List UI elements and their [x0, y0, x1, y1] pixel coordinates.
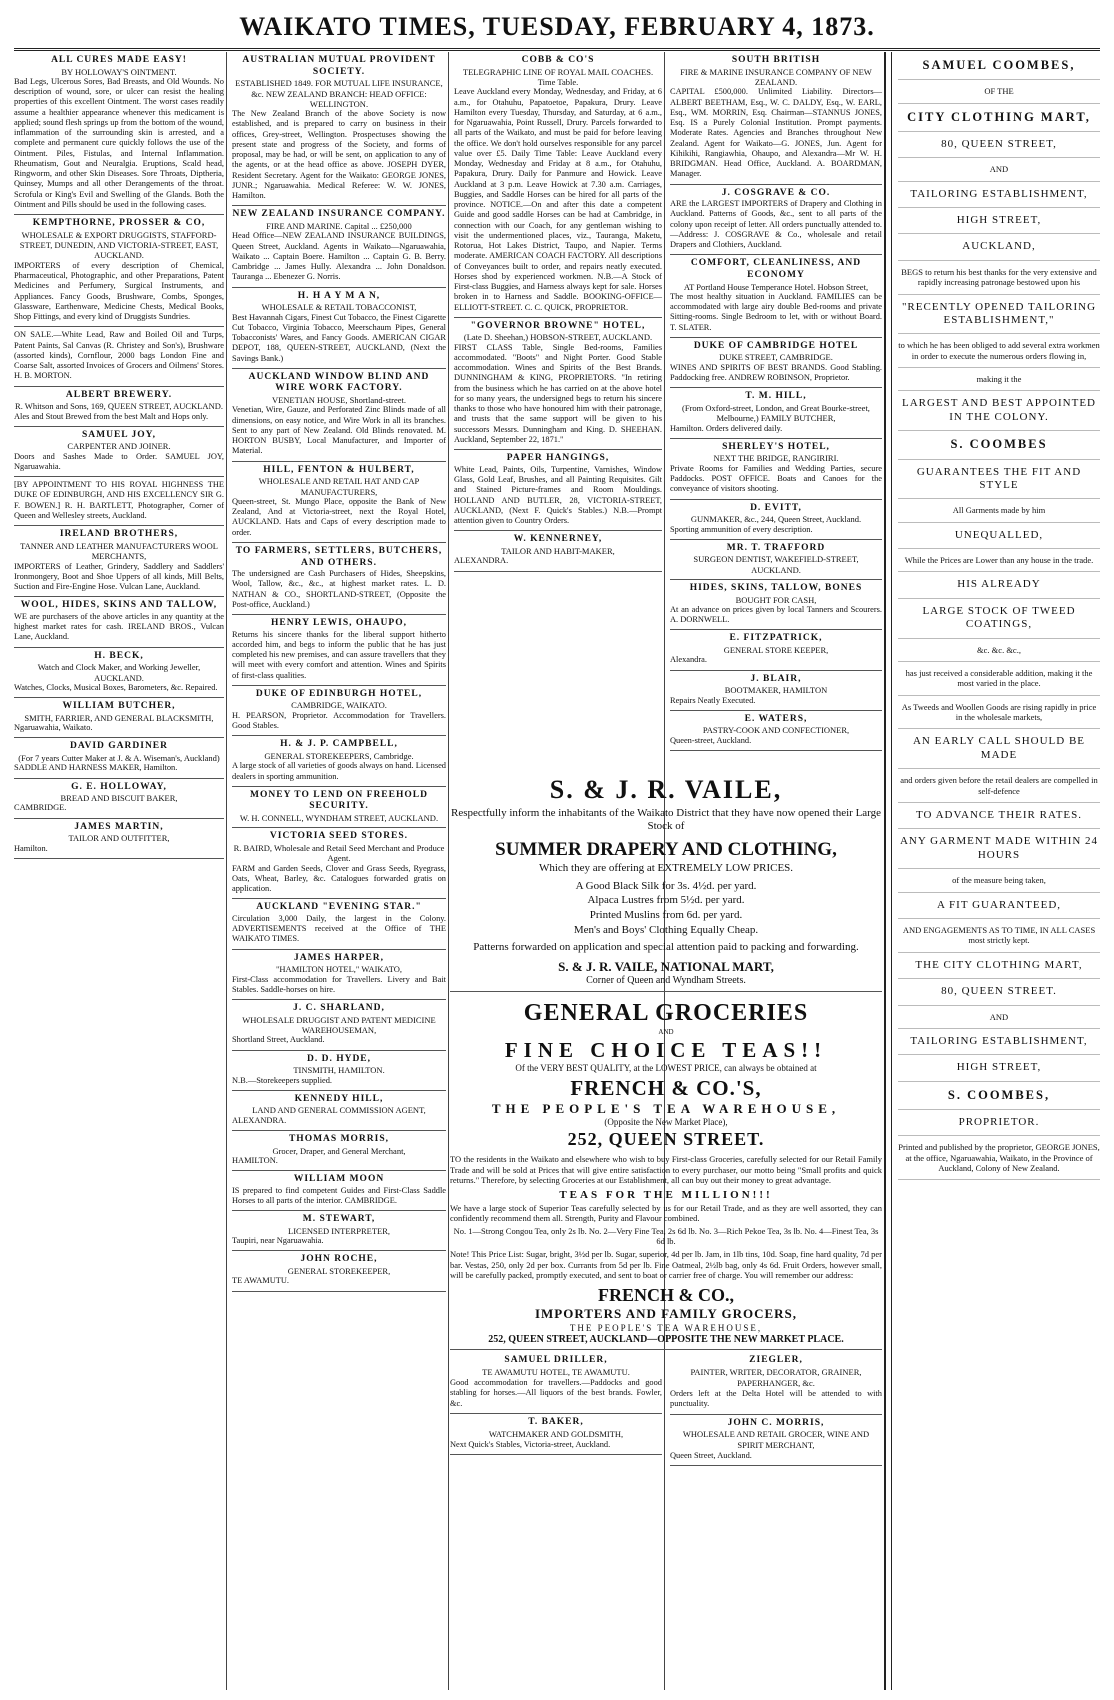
advert-body: TE AWAMUTU. — [232, 1276, 290, 1286]
advert-heading: DAVID GARDINER — [69, 741, 168, 752]
column-5-coombes — [898, 52, 1100, 1690]
advert-subheading: Watch and Clock Maker, and Working Jeweller, AUCKLAND. — [37, 662, 201, 683]
advert-heading: JOHN ROCHE, — [300, 1254, 378, 1265]
coombes-line: AN EARLY CALL SHOULD BE MADE — [898, 729, 1100, 769]
advertisement — [670, 439, 882, 500]
advertisement — [232, 1211, 446, 1251]
advert-heading: ALL CURES MADE EASY! — [51, 55, 187, 65]
coombes-line: THE CITY CLOTHING MART, — [898, 953, 1100, 979]
french-importers: IMPORTERS AND FAMILY GROCERS, — [534, 1306, 798, 1322]
advert-subheading: FIRE AND MARINE. Capital ... £250,000 — [266, 221, 412, 232]
advert-body: First-Class accommodation for Travellers. Livery and Bait Stables. Saddle-horses on hire. — [232, 974, 446, 994]
advert-subheading: WHOLESALE & RETAIL TOBACCONIST, — [261, 302, 417, 313]
advertisement — [14, 648, 224, 699]
advert-subheading: WHOLESALE DRUGGIST AND PATENT MEDICINE WAREHOUSEMAN, — [242, 1014, 436, 1036]
advert-body: Alexandra. — [670, 655, 707, 665]
coombes-line: OF THE — [898, 80, 1100, 103]
advert-heading: JAMES MARTIN, — [74, 821, 164, 832]
advert-subheading: R. BAIRD, Wholesale and Retail Seed Merchant and Produce Agent. — [233, 842, 445, 864]
vaile-intro: Respectfully inform the inhabitants of the Waikato District that they have now opened their Large Stock of — [450, 806, 882, 833]
advert-body: Ales and Stout Brewed from the best Malt and Hops only. — [14, 411, 209, 421]
coombes-line: As Tweeds and Woollen Goods are rising rapidly in price in the wholesale markets, — [898, 696, 1100, 730]
vaile-patterns: Patterns forwarded on application and special attention paid to packing and forwarding. — [473, 940, 859, 953]
coombes-line: All Garments made by him — [898, 499, 1100, 522]
advertisement — [14, 215, 224, 327]
advert-heading: NEW ZEALAND INSURANCE COMPANY. — [232, 209, 446, 220]
advert-heading: D. EVITT, — [750, 502, 802, 513]
coombes-line: AND — [898, 1006, 1100, 1029]
advert-subheading: CAMBRIDGE, WAIKATO. — [291, 700, 387, 711]
advert-body: CAPITAL £500,000. Unlimited Liability. Directors—ALBERT BEETHAM, Esq., W. C. DALDY, Esq., W. EARL, Esq., WM. MORRIN, Esq. Chairman—STANNUS JONES, Esq. IS a Purely Colonial Institution. Prompt payments. Moderate Rates. Agencies and Branches throughout New Zealand. Agent for Waikato—G. JONES, Jun. Agent for Kihikihi, Rangiawhia, Ohaupo, and Alexandra—Mr W. H. BRIDGMAN. Head Office, Auckland. A. BOARDMAN, Manager. — [670, 87, 882, 179]
advertisement — [14, 597, 224, 647]
advert-body: Queen-street, St. Mungo Place, opposite the Bank of New Zealand, And at Victoria-street, next the Royal Hotel, AUCKLAND. Hats and Caps of every description made to order. — [232, 496, 446, 537]
advert-subheading: GUNMAKER, &c., 244, Queen Street, Auckland. — [690, 514, 862, 525]
advert-body: Queen Street, Auckland. — [670, 1450, 752, 1460]
advert-body: Ngaruawahia, Waikato. — [14, 723, 93, 733]
advert-body: Hamilton. Orders delivered daily. — [670, 423, 783, 433]
advertisement — [14, 698, 224, 738]
advertisement — [670, 580, 882, 630]
advert-body: Returns his sincere thanks for the liberal support hitherto accorded him, and begs to inform the public that he has just completed his new premises, and can assure travellers that they will meet with every comfort and attention. Wines and Spirits of first-class qualities. — [232, 629, 446, 680]
advert-heading: AUSTRALIAN MUTUAL PROVIDENT SOCIETY. — [242, 55, 436, 77]
advertisement — [14, 526, 224, 597]
advertisement — [670, 1352, 882, 1414]
advertisement — [454, 318, 662, 450]
advert-subheading: SMITH, FARRIER, AND GENERAL BLACKSMITH, — [24, 712, 214, 723]
advert-body: Bad Legs, Ulcerous Sores, Bad Breasts, and Old Wounds. No description of wound, sore, or ulcer can resist the healing properties of this excellent Ointment. The worst cases readily assume a healthier appearance whenever this medicament is applied; sound flesh springs up from the bottom of the wound, inflammation of the surrounding skin is arrested, and a complete and permanent cure quickly follows the use of the Ointment. Piles, Fistulas, and Internal Inflammation. Rheumatism, Gout and Neuralgia. Eruptions, Scald head, Ringworm, and other Skin Diseases. Sore Throats, Diptheria, Quinsey, Mumps and all other Derangements of the throat. Scrofula or King's Evil and Swelling of the Glands. Both the Ointment and Pills should be used in the following cases. — [14, 76, 224, 209]
columns — [14, 52, 1100, 1690]
advert-subheading: (From Oxford-street, London, and Great Bourke-street, Melbourne,) FAMILY BUTCHER, — [682, 402, 870, 424]
advert-subheading: WHOLESALE AND RETAIL GROCER, WINE AND SPIRIT MERCHANT, — [682, 1429, 870, 1450]
advert-body: WE are purchasers of the above articles in any quantity at the highest market rates for cash. IRELAND BROS., Vulcan Lane, Auckland. — [14, 611, 224, 642]
advert-heading: SOUTH BRITISH — [731, 55, 821, 65]
advert-heading: PAPER HANGINGS, — [506, 453, 610, 464]
vaile-french-advert — [450, 774, 882, 1466]
coombes-line: "RECENTLY OPENED TAILORING ESTABLISHMENT," — [898, 295, 1100, 335]
advert-subheading: LAND AND GENERAL COMMISSION AGENT, — [252, 1105, 426, 1116]
advert-heading: J. COSGRAVE & CO. — [721, 187, 831, 198]
advert-body: IMPORTERS of Leather, Grindery, Saddlery and Saddlers' Ironmongery, Boot and Shoe Uppers of all kinds, Mill Belts, Suction and Fire-Engine Hose. Vulcan Lane, Auckland. — [14, 561, 224, 592]
advertisement — [454, 531, 662, 571]
advert-heading: H. H A Y M A N, — [297, 290, 381, 301]
advert-body: CAMBRIDGE. — [14, 803, 67, 813]
advert-heading: WILLIAM MOON — [293, 1174, 385, 1185]
advert-body: The most healthy situation in Auckland. FAMILIES can be accommodated with large airy double Bed-rooms and private Sitting-rooms. Single Bedroom to let, with or without Board. T. SLATER. — [670, 291, 882, 332]
advert-heading: "GOVERNOR BROWNE" HOTEL, — [470, 320, 646, 331]
bottom-right-adverts — [670, 1352, 882, 1466]
coombes-line: TO ADVANCE THEIR RATES. — [898, 803, 1100, 829]
french-price-note: Note! This Price List: Sugar, bright, 3½d per lb. Sugar, superior, 4d per lb. Jam, in 1lb tins, 10d. Soap, fine hard quality, 7d per bar. Vestas, 250, only 2d per box. Currants from 5d per lb. Fine Oatmeal, 2½lb bag, only 4s 6d. Fruit Orders, however small, will be carefully packed, promptly executed, and sent to boat or carrier free of charge. You will remember our address: — [450, 1249, 882, 1281]
masthead: WAIKATO TIMES, TUESDAY, FEBRUARY 4, 1873. — [14, 10, 1100, 51]
column-3 — [454, 52, 662, 690]
advert-heading: MONEY TO LEND ON FREEHOLD SECURITY. — [250, 789, 428, 812]
column-1 — [14, 52, 224, 1690]
advert-body: Circulation 3,000 Daily, the largest in the Colony. ADVERTISEMENTS received at the Office of THE WAIKATO TIMES. — [232, 913, 446, 944]
advertisement — [232, 1251, 446, 1291]
column-rule — [226, 52, 227, 1690]
advert-body: Queen-street, Auckland. — [670, 735, 752, 745]
coombes-line: SAMUEL COOMBES, — [898, 52, 1100, 80]
advert-heading: HIDES, SKINS, TALLOW, BONES — [689, 583, 863, 594]
coombes-line: While the Prices are Lower than any house in the trade. — [898, 549, 1100, 572]
vaile-headline: SUMMER DRAPERY AND CLOTHING, — [495, 839, 837, 860]
advertisement — [670, 630, 882, 670]
advert-body: Repairs Neatly Executed. — [670, 695, 756, 705]
advert-subheading: PASTRY-COOK AND CONFECTIONER, — [702, 725, 850, 736]
advert-subheading: WHOLESALE & EXPORT DRUGGISTS, STAFFORD-STREET, DUNEDIN, AND VICTORIA-STREET, EAST, AUCKLAND. — [19, 229, 219, 261]
advertisement — [14, 738, 224, 778]
french-title: GENERAL GROCERIES — [523, 1000, 809, 1027]
coombes-line: BEGS to return his best thanks for the very extensive and rapidly increasing patronage bestowed upon his — [898, 261, 1100, 295]
coombes-line: AND ENGAGEMENTS AS TO TIME, IN ALL CASES most strictly kept. — [898, 919, 1100, 953]
advert-body: Taupiri, near Ngaruawahia. — [232, 1236, 324, 1246]
advert-body: A large stock of all varieties of goods always on hand. Licensed dealers in sporting ammunition. — [232, 761, 446, 781]
advert-body: Good accommodation for travellers.—Paddocks and good stabling for horses.—All liquors of the best brands. Fowler, &c. — [450, 1377, 662, 1408]
advert-subheading: WATCHMAKER AND GOLDSMITH, — [488, 1429, 624, 1440]
advertisement — [670, 1415, 882, 1467]
vaile-terms: Which they are offering at EXTREMELY LOW PRICES. — [538, 861, 794, 874]
advertisement — [450, 1352, 662, 1414]
advertisement — [670, 671, 882, 711]
advert-body: At an advance on prices given by local Tanners and Scourers. A. DORNWELL. — [670, 604, 882, 625]
coombes-line: GUARANTEES THE FIT AND STYLE — [898, 460, 1100, 500]
french-sub: Of the VERY BEST QUALITY, at the LOWEST PRICE, can always be obtained at — [515, 1063, 817, 1074]
advert-subheading: GENERAL STOREKEEPER, — [287, 1266, 391, 1277]
advert-heading: TO FARMERS, SETTLERS, BUTCHERS, AND OTHERS. — [235, 545, 443, 568]
advert-heading: WILLIAM BUTCHER, — [62, 701, 176, 712]
advert-subheading: AT Portland House Temperance Hotel. Hobson Street, — [683, 281, 869, 292]
advert-body: [BY APPOINTMENT TO HIS ROYAL HIGHNESS THE DUKE OF EDINBURGH, AND HIS EXCELLENCY SIR G. F. BOWEN.] R. H. BARTLETT, Photographer, Corner of Queen and Wellesley streets, Auckland. — [14, 480, 224, 520]
advert-heading: J. BLAIR, — [750, 673, 802, 684]
advert-body: The New Zealand Branch of the above Society is now established, and is prepared to carry on business in their offices, Grey-street, Wellington. Prospectuses showing the present state and progress of the Society, and forms of proposal, may be had, or will be sent, on application to any of the agents, or at the head office as above. JOSEPH DYER, Resident Secretary. Agent for the Waikato: GEORGE JONES, JUNR.; Ngaruawahia. Medical Referee: W. W. JONES, Hamilton. — [232, 109, 446, 201]
coombes-line: AUCKLAND, — [898, 234, 1100, 260]
advert-subheading: NEXT THE BRIDGE, RANGIRIRI. — [713, 453, 839, 464]
advertisement — [14, 779, 224, 819]
advertisement — [232, 686, 446, 736]
advert-heading: COBB & CO'S — [521, 55, 595, 65]
advertisement — [232, 1000, 446, 1051]
advert-heading: W. KENNERNEY, — [513, 534, 603, 545]
advert-body: Head Office—NEW ZEALAND INSURANCE BUILDINGS, Queen Street, Auckland. Agents in Waikato—Ngaruawahia, Waikato ... Captain Boere. Hamilton ... Captain G. B. Berry. Cambridge ... James Hully. Alexandra ... John Donaldson. Tauranga ... Ebenezer G. Norris. — [232, 231, 446, 282]
advertisement — [232, 288, 446, 369]
advert-body: Private Rooms for Families and Wedding Parties, secure Paddocks. POST OFFICE. Boats and Canoes for the conveyance of visitors shooting. — [670, 463, 882, 494]
advert-heading: H. & J. P. CAMPBELL, — [280, 739, 398, 750]
french-num: 252, QUEEN STREET. — [567, 1129, 765, 1150]
advert-heading: SAMUEL DRILLER, — [504, 1355, 608, 1366]
vaile-line: A Good Black Silk for 3s. 4½d. per yard. — [575, 879, 757, 892]
advertisement — [14, 819, 224, 859]
vaile-line: Printed Muslins from 6d. per yard. — [589, 909, 743, 922]
advert-heading: VICTORIA SEED STORES. — [269, 831, 409, 842]
french-teas: FINE CHOICE TEAS!! — [504, 1038, 828, 1063]
column-rule — [884, 52, 886, 1690]
advert-heading: IRELAND BROTHERS, — [59, 529, 179, 540]
advert-heading: SHERLEY'S HOTEL, — [722, 441, 830, 452]
advert-heading: COMFORT, CLEANLINESS, AND ECONOMY — [690, 258, 862, 280]
coombes-line: Printed and published by the proprietor, GEORGE JONES, at the office, Ngaruawahia, Waikato, in the Province of Auckland, Colony of New Zealand. — [898, 1136, 1100, 1180]
advert-body: FIRST CLASS Table, Single Bed-rooms, Families accommodated. "Boots" and Night Porter. Good Stable accommodation. Wines and Spirits of the Best Brands. DUNNINGHAM & KING, PROPRIETORS. "In retiring from the business which he has carried on at the above hotel for so many years, the undersigned begs to return his sincere thanks to those who have honoured him with their patronage, and trusts that the same support will be given to his successors Messrs. Dunningham and King. D. SHEEHAN. Auckland, September 22, 1871." — [454, 342, 662, 444]
advert-body: Venetian, Wire, Gauze, and Perforated Zinc Blinds made of all dimensions, on easy notice, and Wire Work in all its branches. Sent to any part of New Zealand. Old Blinds renovated. M. HORTON BUSBY, Local Manufacturer, and Importer of Material. — [232, 405, 446, 456]
advert-heading: J. C. SHARLAND, — [293, 1003, 385, 1014]
advert-subheading: CARPENTER AND JOINER. — [67, 441, 171, 452]
vaile-mart: S. & J. R. VAILE, NATIONAL MART, — [558, 958, 774, 974]
coombes-line: TAILORING ESTABLISHMENT, — [898, 1029, 1100, 1055]
advertisement — [670, 388, 882, 439]
coombes-line: AND — [898, 158, 1100, 181]
coombes-line: to which he has been obliged to add several extra workmen in order to execute the numerous orders flowing in, — [898, 334, 1100, 368]
advert-subheading: TINSMITH, HAMILTON. — [293, 1065, 385, 1076]
advertisement — [232, 899, 446, 949]
french-co: FRENCH & CO., — [598, 1284, 734, 1305]
advert-body: Doors and Sashes Made to Order. SAMUEL JOY, Ngaruawahia. — [14, 451, 224, 471]
advert-heading: E. FITZPATRICK, — [729, 633, 823, 644]
french-tea-list: No. 1—Strong Congou Tea, only 2s lb. No. 2—Very Fine Tea, 2s 6d lb. No. 3—Rich Pekoe Tea, 3s lb. No. 4—Finest Tea, 3s 6d lb. — [453, 1225, 879, 1247]
coombes-line: TAILORING ESTABLISHMENT, — [898, 182, 1100, 208]
advert-heading: T. BAKER, — [528, 1417, 584, 1428]
advert-heading: E. WATERS, — [744, 713, 808, 724]
advert-body: Hamilton. — [14, 843, 48, 853]
advert-heading: THOMAS MORRIS, — [288, 1134, 390, 1145]
french-body: TO the residents in the Waikato and elsewhere who wish to buy First-class Groceries, carefully selected for our Retail Family Trade and will be sold at Prices that will give entire satisfaction to every purchaser, our motto being "Small profits and quick returns." Therefore, by selecting Groceries at our Establishment, all can buy out their money to great advantage. — [450, 1153, 882, 1186]
advertisement — [232, 206, 446, 287]
advert-heading: KENNEDY HILL, — [294, 1093, 384, 1104]
advertisement — [232, 1051, 446, 1091]
advert-heading: H. BECK, — [94, 650, 144, 661]
advert-body: White Lead, Paints, Oils, Turpentine, Varnishes, Window Glass, Gold Leaf, Brushes, and all Painting Requisites. Gilt and Stained Picture-frames and Room Mouldings. HOLLAND AND BUTLER, 28, VICTORIA-STREET, AUCKLAND, (Next F. Quick's Stables.) N.B.—Prompt attention given to Country Orders. — [454, 464, 662, 526]
advertisement — [232, 543, 446, 615]
advert-body: Orders left at the Delta Hotel will be attended to with punctuality. — [670, 1388, 882, 1408]
advertisement — [232, 828, 446, 899]
advert-body: HAMILTON. — [232, 1155, 278, 1165]
advert-subheading: (For 7 years Cutter Maker at J. & A. Wiseman's, Auckland) — [18, 752, 220, 763]
advert-body: Sporting ammunition of every description. — [670, 524, 813, 534]
advertisement — [232, 369, 446, 462]
advert-subheading: WHOLESALE AND RETAIL HAT AND CAP MANUFACTURERS, — [258, 476, 420, 497]
advert-subheading: (Late D. Sheehan,) HOBSON-STREET, AUCKLAND. — [463, 332, 653, 343]
advertisement — [670, 500, 882, 540]
advert-body: ON SALE.—White Lead, Raw and Boiled Oil and Turps, Patent Paints, Sal Canvas (R. Christey and Son's), Brushware (assorted kinds), Cornflour, 2000 bags London Fine and Coarse Salt, assorted Invoices of Grocers and Oilmens' Stores. H. B. MORTON. — [14, 330, 224, 381]
advertisement — [454, 450, 662, 531]
advert-subheading: TAILOR AND HABIT-MAKER, — [501, 545, 615, 556]
coombes-line: LARGE STOCK OF TWEED COATINGS, — [898, 599, 1100, 639]
advert-subheading: GENERAL STORE KEEPER, — [723, 645, 829, 656]
advert-heading: D. D. HYDE, — [306, 1053, 372, 1064]
vaile-line: Alpaca Lustres from 5½d. per yard. — [587, 894, 745, 907]
advert-heading: SAMUEL JOY, — [82, 429, 156, 440]
french-warehouse: THE PEOPLE'S TEA WAREHOUSE, — [491, 1100, 841, 1116]
coombes-line: UNEQUALLED, — [898, 523, 1100, 549]
advert-heading: ZIEGLER, — [749, 1355, 803, 1366]
coombes-line: S. COOMBES — [898, 431, 1100, 459]
advert-heading: WOOL, HIDES, SKINS AND TALLOW, — [20, 600, 218, 611]
advertisement — [232, 736, 446, 786]
coombes-line: PROPRIETOR. — [898, 1110, 1100, 1136]
advertisement — [670, 185, 882, 256]
advert-body: ALEXANDRA. — [232, 1115, 287, 1125]
advertisement — [14, 387, 224, 427]
advert-body: IMPORTERS of every description of Chemical, Pharmaceutical, Photographic, and other Preparations, Patent Medicines and Perfumery, Surgical Instruments, and Appliances. Fancy Goods, Brushware, Combs, Sponges, Glassware, Earthenware, Medicine Chests, Medical Books, Shop Fittings, and every kind of Druggists Sundries. — [14, 260, 224, 322]
french-million: TEAS FOR THE MILLION!!! — [559, 1188, 773, 1201]
advert-body: IS prepared to find competent Guides and First-Class Saddle Horses to all parts of the interior. CAMBRIDGE. — [232, 1185, 446, 1206]
advert-heading: JAMES HARPER, — [293, 952, 385, 963]
advert-subheading: DUKE STREET, CAMBRIDGE. — [719, 352, 833, 363]
advert-heading: AUCKLAND WINDOW BLIND AND WIRE WORK FACTORY. — [248, 371, 430, 394]
advert-body: Watches, Clocks, Musical Boxes, Barometers, &c. Repaired. — [14, 682, 218, 692]
advert-body: Next Quick's Stables, Victoria-street, Auckland. — [450, 1439, 611, 1449]
coombes-line: S. COOMBES, — [898, 1082, 1100, 1110]
advert-body: SADDLE AND HARNESS MAKER, Hamilton. — [14, 763, 178, 773]
advert-body: FARM and Garden Seeds, Clover and Grass Seeds, Ryegrass, Oats, Wheat, Barley, &c. Catalogues forwarded gratis on application. — [232, 863, 446, 894]
advertisement — [232, 52, 446, 206]
advert-subheading: BOOTMAKER, HAMILTON — [724, 685, 828, 696]
advert-body: Shortland Street, Auckland. — [232, 1035, 325, 1045]
advert-heading: MR. T. TRAFFORD — [726, 542, 826, 553]
french-opp: (Opposite the New Market Place), — [604, 1117, 728, 1128]
advertisement — [14, 52, 224, 215]
advert-body: Best Havannah Cigars, Finest Cut Tobacco, the Finest Cigarette Cut Tobacco, Virginia Tobacco, Meerschaum Pipes, General Tobacconists' Wares, and Fancy Goods. AMERICAN CIGAR DEPOT, 188, QUEEN-STREET, AUCKLAND, (Next the Savings Bank.) — [232, 312, 446, 363]
advertisement — [232, 787, 446, 829]
advert-heading: ALBERT BREWERY. — [65, 389, 173, 400]
advert-subheading: PAINTER, WRITER, DECORATOR, GRAINER, PAPERHANGER, &c. — [690, 1367, 862, 1388]
advert-body: WINES AND SPIRITS OF BEST BRANDS. Good Stabling. Paddocking free. ANDREW ROBINSON, Proprietor. — [670, 362, 882, 383]
advert-subheading: SURGEON DENTIST, WAKEFIELD-STREET, AUCKLAND. — [693, 554, 859, 575]
vaile-title: S. & J. R. VAILE, — [549, 775, 783, 804]
advert-heading: T. M. HILL, — [745, 391, 807, 402]
advertisement — [232, 950, 446, 1000]
coombes-line: HIGH STREET, — [898, 208, 1100, 234]
advert-subheading: FIRE & MARINE INSURANCE COMPANY OF NEW ZEALAND. — [680, 66, 872, 87]
coombes-line: A FIT GUARANTEED, — [898, 893, 1100, 919]
advert-subheading: W. H. CONNELL, WYNDHAM STREET, AUCKLAND. — [239, 812, 439, 823]
advert-heading: JOHN C. MORRIS, — [727, 1417, 825, 1428]
coombes-line: and orders given before the retail dealers are compelled in self-defence — [898, 769, 1100, 803]
advert-subheading: TANNER AND LEATHER MANUFACTURERS WOOL MERCHANTS, — [20, 540, 218, 562]
advert-heading: DUKE OF CAMBRIDGE HOTEL — [693, 340, 859, 351]
advertisement — [670, 52, 882, 185]
advert-subheading: BOUGHT FOR CASH, — [735, 594, 817, 605]
advert-heading: HILL, FENTON & HULBERT, — [263, 464, 415, 475]
advertisement — [670, 255, 882, 338]
french-and: AND — [658, 1028, 674, 1037]
advert-heading: KEMPTHORNE, PROSSER & CO, — [32, 218, 206, 229]
advert-heading: DUKE OF EDINBURGH HOTEL, — [255, 688, 423, 699]
advert-subheading: ESTABLISHED 1849. FOR MUTUAL LIFE INSURANCE, &c. NEW ZEALAND BRANCH: HEAD OFFICE: WELLINGTON. — [235, 78, 443, 109]
french-million-body: We have a large stock of Superior Teas carefully selected by us for our Retail Trade, and as they are well assorted, they can confidently recommend them all. Strength, Purity and Flavour combined. — [450, 1202, 882, 1224]
vaile-line: Men's and Boys' Clothing Equally Cheap. — [573, 924, 759, 937]
vaile-corner: Corner of Queen and Wyndham Streets. — [450, 975, 882, 993]
advert-subheading: TE AWAMUTU HOTEL, TE AWAMUTU. — [482, 1367, 630, 1378]
advert-body: N.B.—Storekeepers supplied. — [232, 1075, 333, 1085]
advertisement — [232, 462, 446, 543]
advert-body: ARE the LARGEST IMPORTERS of Drapery and Clothing in Auckland. Patterns of Goods, &c., sent to all parts of the colony upon receipt of letter. All orders punctually attended to.—Address: J. COSGRAVE & Co., wholesale and retail Drapers and Clothiers, Auckland. — [670, 199, 882, 250]
advertisement — [232, 615, 446, 686]
advert-subheading: "HAMILTON HOTEL," WAIKATO, — [275, 964, 403, 975]
advert-subheading: LICENSED INTERPRETER, — [288, 1225, 390, 1236]
coombes-line: 80, QUEEN STREET, — [898, 132, 1100, 158]
advert-body: The undersigned are Cash Purchasers of Hides, Sheepskins, Wool, Tallow, &c., &c., at highest market rates. L. D. NATHAN & CO., SHORTLAND-STREET, (Opposite the Post-office, Auckland.) — [232, 569, 446, 609]
coombes-line: ANY GARMENT MADE WITHIN 24 HOURS — [898, 829, 1100, 869]
advert-heading: HENRY LEWIS, OHAUPO, — [271, 618, 407, 629]
advert-subheading: BREAD AND BISCUIT BAKER, — [60, 793, 178, 804]
advert-subheading: VENETIAN HOUSE, Shortland-street. — [271, 395, 407, 406]
advert-body: ALEXANDRA. — [454, 556, 509, 566]
advertisement — [232, 1131, 446, 1171]
advertisement — [14, 427, 224, 477]
advert-subheading: TELEGRAPHIC LINE OF ROYAL MAIL COACHES. Time Table. — [462, 66, 654, 87]
advert-heading: M. STEWART, — [302, 1214, 376, 1225]
coombes-line: of the measure being taken, — [898, 869, 1100, 892]
column-4 — [670, 52, 882, 745]
advert-heading: AUCKLAND "EVENING STAR." — [256, 902, 422, 913]
coombes-line: CITY CLOTHING MART, — [898, 104, 1100, 132]
advert-subheading: BY HOLLOWAY'S OINTMENT. — [61, 66, 177, 77]
coombes-line: 80, QUEEN STREET. — [898, 979, 1100, 1005]
french-address: 252, QUEEN STREET, AUCKLAND—OPPOSITE THE NEW MARKET PLACE. — [450, 1334, 882, 1351]
coombes-line: &c. &c. &c., — [898, 639, 1100, 662]
advertisement — [670, 338, 882, 388]
coombes-line: HIS ALREADY — [898, 572, 1100, 598]
advert-heading: G. E. HOLLOWAY, — [71, 781, 167, 792]
french-people: THE PEOPLE'S TEA WAREHOUSE, — [569, 1322, 763, 1333]
coombes-line: making it the — [898, 368, 1100, 391]
advertisement — [232, 1171, 446, 1211]
advertisement — [454, 52, 662, 318]
column-rule — [448, 52, 449, 1690]
advertisement — [14, 477, 224, 526]
coombes-line: LARGEST AND BEST APPOINTED IN THE COLONY. — [898, 391, 1100, 431]
coombes-line: HIGH STREET, — [898, 1055, 1100, 1081]
column-rule — [891, 52, 892, 1690]
advertisement — [670, 711, 882, 751]
advert-body: Leave Auckland every Monday, Wednesday, and Friday, at 6 a.m., for Otahuhu, Papatoetoe, Papakura, Drury. Leave Hamilton every Tuesday, Thursday, and Saturday, at 6 a.m., for Ngaruawahia, Point Russell, Drury. Parcels forwarded to all parts of the Waikato, and must be paid for before leaving the office. We don't hold ourselves responsible for any parcel value over £5. Daily Time Table: Leave Auckland every Monday, Wednesday and Friday at 8 a.m., for Otahuhu, Papakura, Drury. Daily for Panmure and Howick. Leave Auckland at 3 p.m. Leave Howick at 7.30 a.m. Carriages, Buggies, and Saddle Horses can be hired for all parts of the province. NOTICE.—On and after this date a competent Guide and good saddle Horses can be had at Cambridge, in connection with our Coach, for any gentleman wishing to visit the undermentioned places, viz., Tauranga, Maketu, Rotorua, Hot Lakes District, Taupo, and Napier. Terms moderate. AMERICAN COACH FACTORY. All descriptions of Conveyances built to order, and repairs neatly executed. Horses shod by experienced workmen. N.B.—A Stock of First-class Buggies, and Harness always kept for sale. Horses broken in to Harness and Saddle. BOOKING-OFFICE—ELLIOTT-STREET. C. C. QUICK, PROPRIETOR. — [454, 87, 662, 312]
french-name: FRENCH & CO.'S, — [570, 1075, 762, 1100]
bottom-left-adverts — [450, 1352, 662, 1466]
advertisement — [14, 327, 224, 386]
advertisement — [670, 540, 882, 580]
advertisement — [232, 1091, 446, 1131]
advertisement — [450, 1414, 662, 1455]
advert-subheading: GENERAL STOREKEEPERS, Cambridge. — [264, 750, 414, 761]
advert-body: H. PEARSON, Proprietor. Accommodation for Travellers. Good Stables. — [232, 710, 446, 731]
column-2 — [232, 52, 446, 1690]
coombes-line: has just received a considerable addition, making it the most varied in the place. — [898, 662, 1100, 696]
advert-subheading: R. Whitson and Sons, 169, QUEEN STREET, AUCKLAND. — [15, 401, 223, 412]
advert-subheading: TAILOR AND OUTFITTER, — [68, 833, 170, 844]
advert-subheading: Grocer, Draper, and General Merchant, — [272, 1145, 406, 1156]
